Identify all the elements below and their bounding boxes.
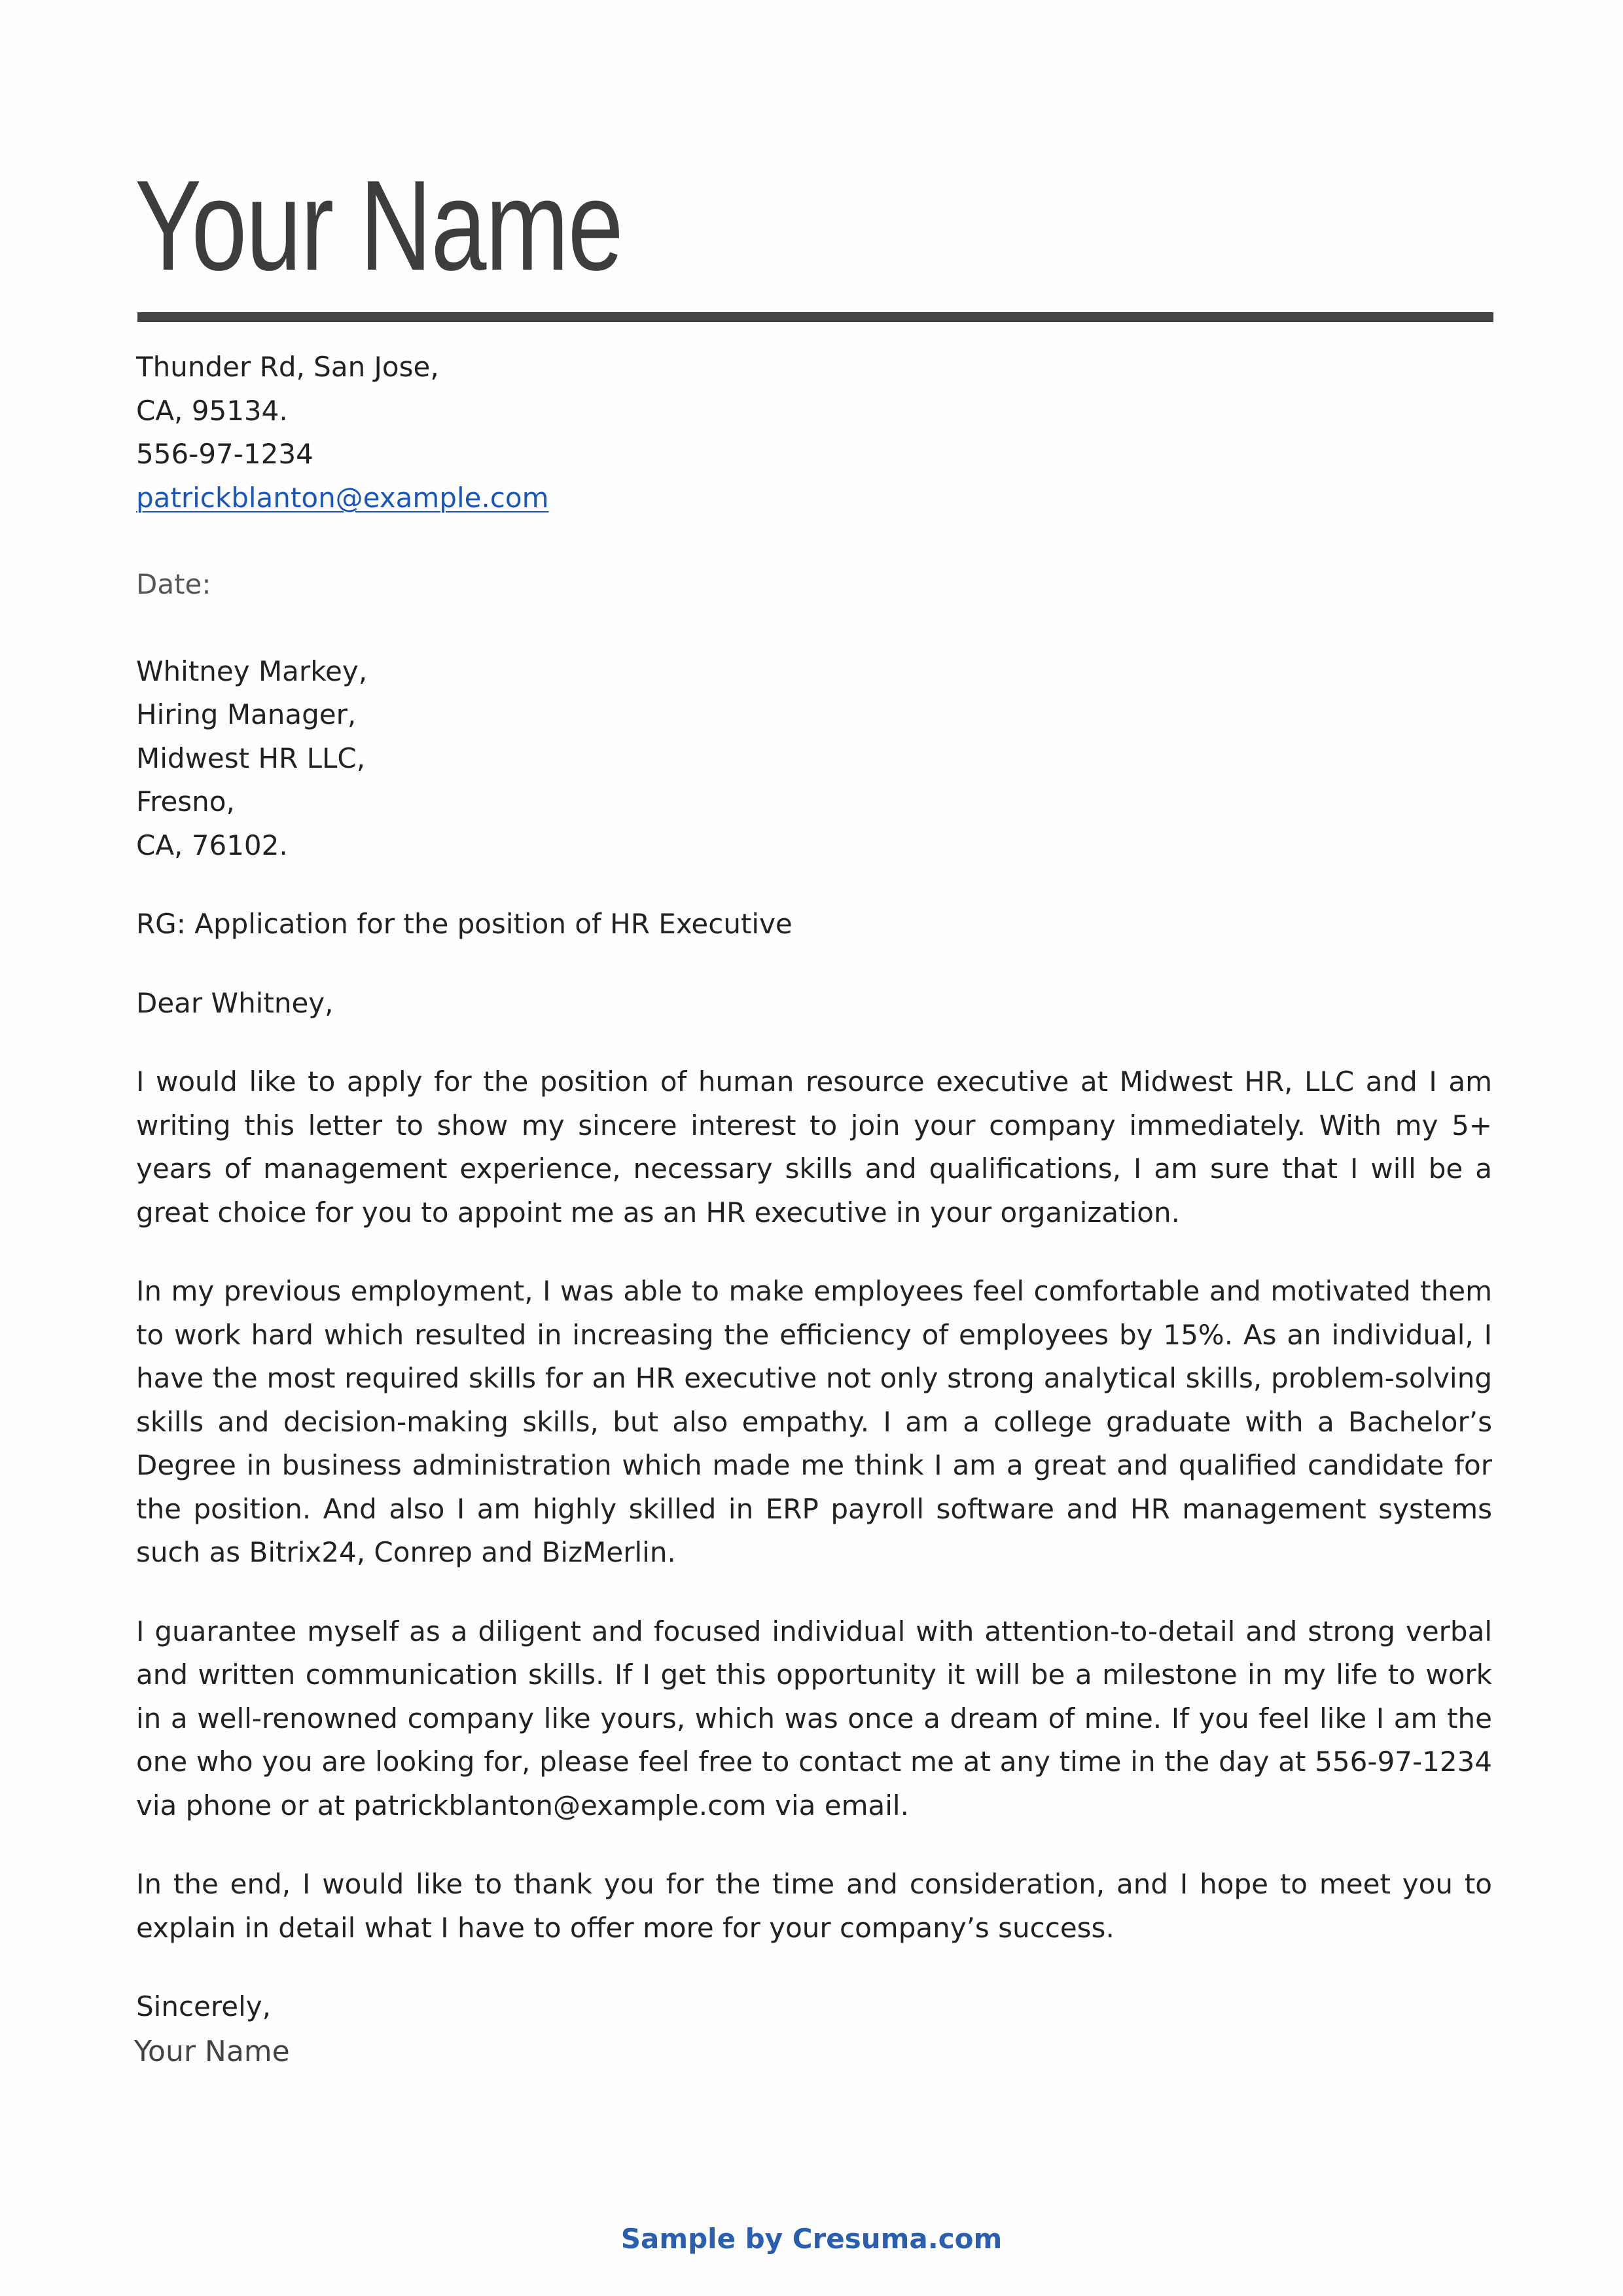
recipient-state-zip: CA, 76102. <box>136 829 288 861</box>
recipient-city: Fresno, <box>136 785 235 817</box>
date-label: Date: <box>136 568 211 600</box>
sender-address-block <box>136 346 1492 520</box>
recipient-address-block <box>136 650 1492 868</box>
salutation: Dear Whitney, <box>136 986 334 1019</box>
body-paragraph: In my previous employment, I was able to make employees feel comfortable and motivated them to work hard which resulted in increasing the efficiency of employees by 15%. As an individual, I have the most required skills for an HR executive not only strong analytical skills, problem-solving skills and decision-making skills, but also empathy. I am a college graduate with a Bachelor’s Degree in business administration which made me think I am a great and qualified candidate for the position. And also I am highly skilled in ERP payroll software and HR management systems such as Bitrix24, Conrep and BizMerlin. <box>136 1275 1492 1568</box>
sender-email-link[interactable]: patrickblanton@example.com <box>136 481 549 514</box>
sender-state-zip: CA, 95134. <box>136 394 288 427</box>
header-divider <box>137 312 1493 322</box>
recipient-company: Midwest HR LLC, <box>136 742 366 774</box>
recipient-name: Whitney Markey, <box>136 655 368 687</box>
sender-street: Thunder Rd, San Jose, <box>136 351 439 383</box>
subject-line: RG: Application for the position of HR Executive <box>136 908 793 940</box>
recipient-title: Hiring Manager, <box>136 698 357 730</box>
body-paragraph: I guarantee myself as a diligent and focused individual with attention-to-detail and strong verbal and written communication skills. If I get this opportunity it will be a milestone in my life to work in a well-renowned company like yours, which was once a dream of mine. If you feel like I am the one who you are looking for, please feel free to contact me at any time in the day at 556-97-1234 via phone or at patrickblanton@example.com via email. <box>136 1615 1492 1821</box>
body-paragraph: I would like to apply for the position of human resource executive at Midwest HR, LLC and I am writing this letter to show my sincere interest to join your company immediately. With my 5+ years of management experience, necessary skills and qualifications, I am sure that I will be a great choice for you to appoint me as an HR executive in your organization. <box>136 1066 1492 1229</box>
letter-body <box>136 346 1492 2073</box>
closing: Sincerely, <box>136 1990 271 2022</box>
applicant-name-heading: Your Name <box>135 154 623 297</box>
footer-credit: Sample by Cresuma.com <box>620 2223 1003 2255</box>
signature-name: Your Name <box>134 2034 290 2068</box>
sender-phone: 556-97-1234 <box>136 438 313 470</box>
body-paragraph: In the end, I would like to thank you for the time and consideration, and I hope to meet you to explain in detail what I have to offer more for your company’s success. <box>136 1868 1492 1944</box>
